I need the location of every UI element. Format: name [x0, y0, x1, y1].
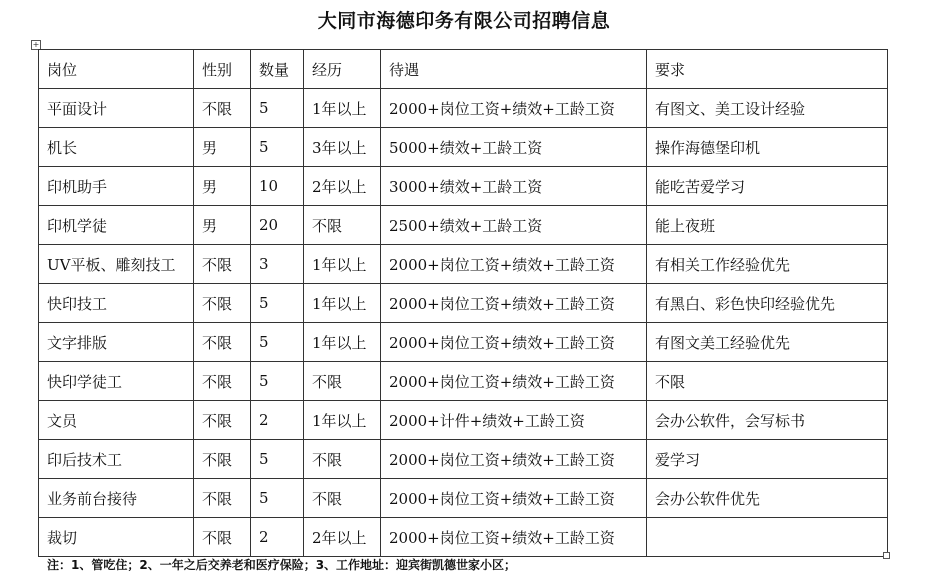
table-row: [39, 401, 888, 440]
table-row: [39, 206, 888, 245]
cell-salary: 2000+岗位工资+绩效+工龄工资: [381, 362, 647, 401]
cell-salary: 5000+绩效+工龄工资: [381, 128, 647, 167]
cell-gender: 不限: [194, 440, 251, 479]
cell-gender: 不限: [194, 89, 251, 128]
cell-experience: 2年以上: [304, 167, 381, 206]
cell-salary: 2000+岗位工资+绩效+工龄工资: [381, 284, 647, 323]
cell-requirements: 有图文美工经验优先: [647, 323, 888, 362]
header-cell-count: 数量: [251, 50, 304, 89]
cell-experience: 不限: [304, 206, 381, 245]
cell-gender: 不限: [194, 245, 251, 284]
table-row: [39, 167, 888, 206]
cell-gender: 男: [194, 167, 251, 206]
cell-gender: 不限: [194, 401, 251, 440]
cell-requirements: 有图文、美工设计经验: [647, 89, 888, 128]
table-row: [39, 440, 888, 479]
cell-count: 5: [251, 323, 304, 362]
cell-gender: 不限: [194, 284, 251, 323]
cell-salary: 2000+岗位工资+绩效+工龄工资: [381, 323, 647, 362]
cell-requirements: 不限: [647, 362, 888, 401]
cell-salary: 2000+计件+绩效+工龄工资: [381, 401, 647, 440]
cell-requirements: 会办公软件，会写标书: [647, 401, 888, 440]
cell-position: 机长: [39, 128, 194, 167]
header-cell-requirements: 要求: [647, 50, 888, 89]
cell-position: 平面设计: [39, 89, 194, 128]
cell-experience: 2年以上: [304, 518, 381, 557]
cell-salary: 2000+岗位工资+绩效+工龄工资: [381, 479, 647, 518]
cell-count: 5: [251, 128, 304, 167]
cell-experience: 不限: [304, 362, 381, 401]
header-cell-experience: 经历: [304, 50, 381, 89]
cell-requirements: 爱学习: [647, 440, 888, 479]
cell-salary: 2000+岗位工资+绩效+工龄工资: [381, 518, 647, 557]
cell-gender: 不限: [194, 323, 251, 362]
cell-experience: 不限: [304, 440, 381, 479]
job-table: [38, 49, 888, 557]
cell-gender: 不限: [194, 362, 251, 401]
cell-experience: 不限: [304, 479, 381, 518]
table-row: [39, 245, 888, 284]
cell-salary: 3000+绩效+工龄工资: [381, 167, 647, 206]
cell-salary: 2000+岗位工资+绩效+工龄工资: [381, 245, 647, 284]
footnote: 注：1、管吃住；2、一年之后交养老和医疗保险；3、工作地址：迎宾街凯德世家小区；: [47, 558, 517, 572]
cell-requirements: 有相关工作经验优先: [647, 245, 888, 284]
cell-count: 10: [251, 167, 304, 206]
cell-count: 3: [251, 245, 304, 284]
cell-count: 5: [251, 284, 304, 323]
cell-salary: 2500+绩效+工龄工资: [381, 206, 647, 245]
cell-count: 5: [251, 89, 304, 128]
cell-position: UV平板、雕刻技工: [39, 245, 194, 284]
page-title: 大同市海德印务有限公司招聘信息: [317, 10, 611, 32]
cell-position: 文字排版: [39, 323, 194, 362]
cell-position: 印机助手: [39, 167, 194, 206]
cell-count: 2: [251, 518, 304, 557]
cell-requirements: 有黑白、彩色快印经验优先: [647, 284, 888, 323]
cell-salary: 2000+岗位工资+绩效+工龄工资: [381, 89, 647, 128]
table-row: [39, 479, 888, 518]
cell-position: 印后技术工: [39, 440, 194, 479]
header-cell-position: 岗位: [39, 50, 194, 89]
cell-count: 5: [251, 440, 304, 479]
cell-experience: 1年以上: [304, 89, 381, 128]
table-row: [39, 284, 888, 323]
cell-gender: 不限: [194, 518, 251, 557]
header-cell-gender: 性别: [194, 50, 251, 89]
cell-position: 裁切: [39, 518, 194, 557]
move-handle-icon[interactable]: +: [32, 40, 40, 49]
cell-experience: 1年以上: [304, 284, 381, 323]
table-row: [39, 362, 888, 401]
cell-position: 业务前台接待: [39, 479, 194, 518]
cell-requirements: 能上夜班: [647, 206, 888, 245]
cell-position: 快印学徒工: [39, 362, 194, 401]
cell-salary: 2000+岗位工资+绩效+工龄工资: [381, 440, 647, 479]
cell-gender: 男: [194, 206, 251, 245]
cell-requirements: 会办公软件优先: [647, 479, 888, 518]
cell-position: 快印技工: [39, 284, 194, 323]
cell-position: 文员: [39, 401, 194, 440]
cell-requirements: 操作海德堡印机: [647, 128, 888, 167]
cell-count: 2: [251, 401, 304, 440]
header-cell-salary: 待遇: [381, 50, 647, 89]
cell-experience: 1年以上: [304, 323, 381, 362]
table-row: [39, 518, 888, 557]
resize-handle-icon[interactable]: [883, 552, 890, 559]
table-header-row: [39, 50, 888, 89]
cell-requirements: 能吃苦爱学习: [647, 167, 888, 206]
cell-gender: 男: [194, 128, 251, 167]
cell-requirements: [647, 518, 888, 557]
cell-experience: 1年以上: [304, 245, 381, 284]
cell-experience: 3年以上: [304, 128, 381, 167]
cell-count: 5: [251, 362, 304, 401]
table-row: [39, 89, 888, 128]
cell-count: 20: [251, 206, 304, 245]
cell-experience: 1年以上: [304, 401, 381, 440]
cell-count: 5: [251, 479, 304, 518]
cell-position: 印机学徒: [39, 206, 194, 245]
table-row: [39, 323, 888, 362]
cell-gender: 不限: [194, 479, 251, 518]
table-row: [39, 128, 888, 167]
